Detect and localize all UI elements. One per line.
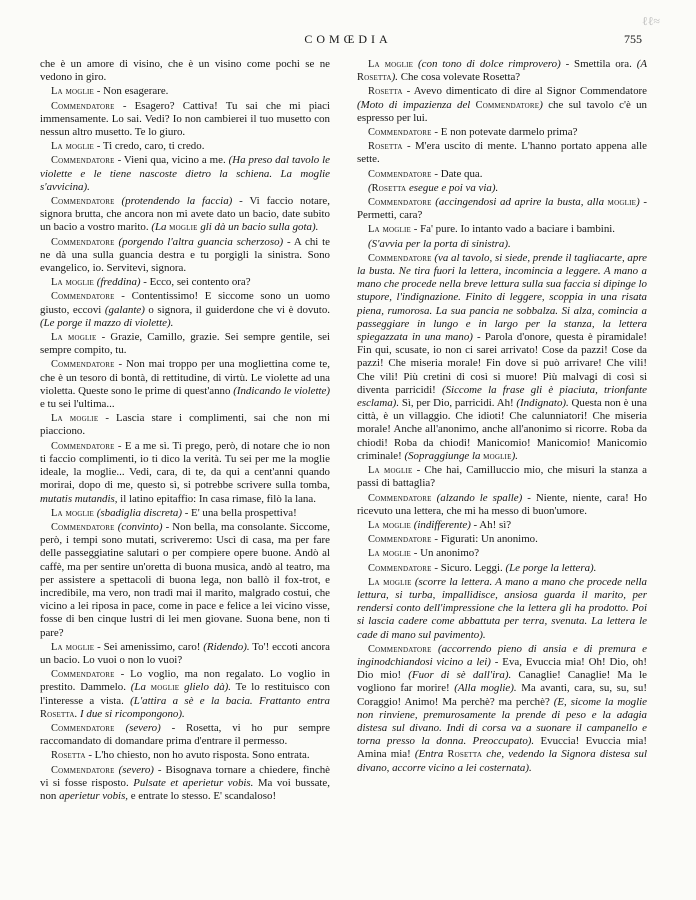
stage-direction: che, vedendo la Signora distesa sul divano, accorre vicino a lei costernata). [357, 748, 647, 774]
stage-direction: (Ridendo). [203, 640, 250, 653]
stage-direction: (severo) [125, 721, 161, 734]
dialogue-text: - Fa' pure. Io intanto vado a baciare i bambini. [411, 223, 616, 236]
stage-direction: (alzando le spalle) [436, 491, 523, 504]
dialogue-text: - Che hai, Camilluccio mio, che misuri la stanza a passi di battaglia? [357, 464, 647, 490]
text-paragraph [357, 196, 647, 222]
stage-direction: ). [511, 449, 518, 462]
text-paragraph [357, 464, 647, 490]
running-head: COMŒDIA [304, 32, 392, 46]
text-paragraph [357, 126, 647, 139]
stage-direction: (Fuor di sè dall'ira). [408, 669, 512, 682]
stage-direction: (freddina) [96, 276, 141, 289]
dialogue-text: - Sicuro. Leggi. [431, 561, 506, 574]
stage-direction: ) [636, 196, 640, 209]
text-paragraph [357, 223, 647, 236]
text-paragraph [40, 412, 330, 438]
dialogue-text: - A chi te ne dà una sulla guancia destra e tu porgigli la sinistra. Sono evangelico, io. Servitevi, signora. [40, 235, 330, 275]
speaker-name: La moglie [51, 507, 95, 519]
dialogue-text: - Smettila ora. [560, 58, 637, 70]
stage-direction: (convinto) [117, 520, 163, 533]
speaker-name: La moglie [368, 465, 413, 477]
stage-direction: mutatis mutandis, [40, 492, 118, 505]
dialogue-text: - Non mai troppo per una mogliettina come te, che è un tesoro di bontà, di rettitudine, di virtù. Le violette ad una violetta. Queste sono le prime di quest'anno [40, 358, 330, 397]
speaker-name: Rosetta [447, 749, 483, 761]
dialogue-text: - Lascia stare i complimenti, sai che non mi piacciono. [40, 412, 330, 438]
speaker-name: Commendatore [368, 127, 432, 139]
stage-direction: (indifferente) [413, 518, 471, 531]
stage-direction: (L'attira a sè e la bacia. Frattanto entra [130, 694, 330, 707]
speaker-name: Commendatore [368, 534, 432, 546]
stage-direction: (accorrendo pieno di ansia e di premura e inginodchiandosi vicino a lei) [357, 642, 647, 668]
text-paragraph [357, 643, 647, 775]
dialogue-text: - Rosetta, vi ho pur sempre raccomandato di domandare prima d'entrare il permesso. [40, 721, 330, 748]
stage-direction: (porgendo l'altra guancia scherzoso) [118, 235, 284, 248]
stage-direction: ) [539, 98, 543, 111]
dialogue-text: - M'era uscito di mente. L'hanno portato appena alle sette. [357, 140, 647, 166]
dialogue-text: o signora, il guiderdone che vi è dovuto. [144, 303, 330, 316]
speaker-name: Commendatore [475, 99, 540, 111]
dialogue-text: - Ah! sì? [470, 518, 512, 531]
speaker-name: Commendatore [368, 197, 432, 209]
speaker-name: Rosetta [371, 182, 407, 194]
dialogue-text: che è un amore di visino, che è un visino come pochi se ne vedono in giro. [40, 58, 330, 84]
stage-direction: (va al tavolo, si siede, prende il tagliacarte, apre la busta. Ne tira fuori la lettera, incomincia a leggere. A mano a mano che procede nella breve lettura sulla sua faccia si dipinge lo stupore, l'indignazione. Finito di leggere, scoppia in una risata piena, rumorosa. La sua pancia ne sobbalza. Si alza, comincia a passeggiare in lungo e in largo per la stanza, la lettera spiegazzata in una mano) [357, 251, 647, 344]
stage-direction: (Alla moglie). [454, 682, 517, 695]
text-paragraph [357, 85, 647, 125]
text-paragraph [357, 182, 647, 195]
page-header [0, 30, 696, 50]
text-paragraph [357, 58, 647, 84]
stage-direction: (A [636, 58, 647, 70]
speaker-name: Commendatore [51, 764, 115, 776]
stage-direction: (Ha preso dal tavolo le violette e le tiene nascoste dietro la schiena. La moglie s'avvicina). [40, 154, 330, 193]
dialogue-text: - Ti credo, caro, ti credo. [94, 140, 205, 153]
text-paragraph [40, 764, 330, 804]
text-paragraph [40, 100, 330, 140]
stage-direction: esegue e poi va via). [406, 181, 499, 194]
speaker-name: Commendatore [368, 562, 432, 574]
text-paragraph [40, 276, 330, 289]
speaker-name: La moglie [368, 224, 412, 236]
dialogue-text: e tu sei l'ultima... [40, 398, 115, 411]
dialogue-text: il latino epitaffio: In casa rimase, filò la lana. [117, 492, 316, 505]
speaker-name: La moglie [51, 413, 99, 425]
dialogue-text: che sul tavolo c'è un espresso per lui. [357, 98, 647, 124]
stage-direction: (La [130, 681, 151, 694]
text-paragraph [357, 168, 647, 181]
dialogue-text: Che cosa volevate Rosetta? [397, 71, 521, 84]
dialogue-text [115, 195, 122, 207]
dialogue-text: Te lo restituisco con l'interesse a vista. [40, 681, 330, 707]
speaker-name: moglie [150, 682, 180, 694]
dialogue-text: Questa non è una città, è un villaggio. Che idioti! Che calunniatori! Che miseria morale! Anche all'anonimo, anche all'anonimo si ricorre. Roba da chiodi! Roba da chiodi! Manicomio! Manicomio! Manicomio criminale! [357, 397, 647, 462]
dialogue-text: - Bisognava tornare a chiedere, finchè vi si fosse risposto. [40, 763, 330, 789]
dialogue-text: - Contentissimo! E siccome sono un uomo giusto, eccovi [40, 290, 330, 316]
speaker-name: Commendatore [51, 669, 115, 681]
dialogue-text: - Permetti, cara? [357, 196, 647, 222]
text-paragraph [40, 749, 330, 762]
text-paragraph [40, 521, 330, 640]
stage-direction: (La [151, 221, 170, 234]
speaker-name: moglie [169, 222, 198, 234]
speaker-name: Commendatore [51, 521, 115, 533]
stage-direction: (sbadiglia discreta) [96, 506, 182, 519]
speaker-name: Rosetta [368, 141, 403, 153]
dialogue-text: To'! eccoti ancora un bacio. Lo vuoi o non lo vuoi? [40, 640, 330, 666]
speaker-name: moglie [607, 197, 637, 209]
speaker-name: Rosetta [368, 86, 403, 98]
speaker-name: Commendatore [51, 359, 115, 371]
stage-direction: (galante) [104, 303, 145, 316]
dialogue-text: - Parola d'onore, questa è piramidale! Fin qui, scusate, io non ci sarei arrivato! Cose da pazzi! Cose da pazzi! Che miseria morale! Fin dove si può arrivare! Che vili! Che vili! Più cretini di così si muore! Più malvagi di così si diventa parricidi! [357, 331, 647, 396]
dialogue-text: - Ecco, sei contento ora? [140, 276, 251, 289]
speaker-name: La moglie [51, 641, 95, 653]
stage-direction: aperietur vobis, [59, 789, 129, 802]
stage-direction: (Moto di impazienza del [357, 98, 476, 111]
text-paragraph [40, 440, 330, 506]
dialogue-text: - Niente, niente, cara! Ho ricevuto una lettera, che mi ha messo di buon'umore. [357, 491, 647, 517]
text-paragraph [357, 238, 647, 251]
stage-direction: (Indignato). [516, 397, 569, 410]
text-paragraph [40, 641, 330, 667]
speaker-name: Commendatore [51, 440, 115, 452]
speaker-name: Commendatore [368, 168, 432, 180]
dialogue-text: - Grazie, Camillo, grazie. Sei sempre gentile, sei sempre compito, tu. [40, 331, 330, 357]
stage-direction: ( [368, 181, 372, 194]
text-paragraph [357, 519, 647, 532]
text-paragraph [357, 562, 647, 575]
stage-direction: Pulsate et aperietur vobis. [133, 776, 254, 789]
dialogue-text: - Figurati: Un anonimo. [431, 533, 538, 546]
dialogue-text: - Avevo dimenticato di dire al Signor Commendatore [402, 85, 647, 98]
speaker-name: La moglie [51, 332, 97, 344]
dialogue-text: - Esagero? Cattiva! Tu sai che mi piaci immensamente. Lo sai. Vedi? Io non cambierei il tuo musetto con nessun altro musetto. Te lo giuro. [40, 99, 330, 139]
dialogue-text: Canaglie! Canaglie! Ma le vogliono far morire! [357, 669, 647, 695]
speaker-name: Rosetta [40, 708, 75, 720]
speaker-name: Commendatore [51, 236, 115, 248]
dialogue-text: - Non esagerare. [94, 85, 169, 98]
stage-direction: (protendendo la faccia) [121, 195, 233, 208]
text-paragraph [40, 331, 330, 357]
page-number: 755 [624, 32, 642, 46]
dialogue-text: - L'ho chiesto, non ho avuto risposta. Sono entrata. [85, 749, 310, 762]
speaker-name: Rosetta [357, 72, 392, 84]
speaker-name: Commendatore [51, 722, 115, 734]
text-paragraph [40, 507, 330, 520]
left-text-column [40, 58, 330, 804]
stage-direction: (Entra [414, 748, 448, 761]
text-paragraph [40, 290, 330, 330]
stage-direction: (con tono di dolce rimprovero) [418, 58, 561, 70]
speaker-name: Commendatore [368, 643, 432, 655]
stage-direction: ). [391, 71, 398, 84]
speaker-name: moglie [483, 450, 512, 462]
stage-direction: (Sopraggiunge la [404, 449, 484, 462]
stage-direction: (S'avvia per la porta di sinistra). [368, 237, 511, 250]
text-paragraph [40, 154, 330, 194]
text-paragraph [40, 358, 330, 411]
speaker-name: Rosetta [51, 750, 86, 762]
text-paragraph [357, 252, 647, 463]
speaker-name: La moglie [368, 576, 412, 588]
dialogue-text: - Non bella, ma consolante. Siccome, però, i tempi sono mutati, scriveremo: Uscì di casa, ma per fare delle passeggiatine salutari o per compiere opere buone. Andò al caffè, ma per sentire un'oretta di buona musica, andò al teatro, ma per assistere a spettacoli di buona lega, non ballò il fox-trot, e incredibile, ma vero, non tradì mai il marito, malgrado costui, che vicino a lei riposa in pace, come in pace e felice a lei vicino visse, fosse di ben cinque lustri di lei men giovane. Suona bene, non ti pare? [40, 520, 330, 639]
stage-direction: (E, sicome la moglie non rinviene, premurosamente la prende di peso e la adagia distesa sul divano. Indi di corsa va a suonare il campanello e torna presso la donna. Preoccupato). [357, 695, 647, 748]
dialogue-text: - Lo voglio, ma non regalato. Lo voglio in prestito. Dammelo. [40, 668, 330, 694]
speaker-name: Commendatore [368, 252, 432, 264]
stage-direction: glielo dà). [179, 681, 231, 694]
text-paragraph [357, 140, 647, 166]
speaker-name: Commendatore [51, 155, 115, 167]
stage-direction: gli dà un bacio sulla gota). [197, 221, 319, 234]
speaker-name: La moglie [51, 86, 95, 98]
stage-direction: . I due si ricompongono). [74, 707, 185, 720]
text-paragraph [40, 58, 330, 84]
dialogue-text: - E non potevate darmelo prima? [431, 126, 578, 139]
stage-direction: (scorre la lettera. A mano a mano che procede nella lettura, si turba, impallidisce, ansiosa guarda il marito, per rendersi conto dell'impressione che la lettera gli ha prodotto. Poi si lascia cadere come abbattuta per terra, svenuta. La lettera le cade di mano sul pavimento). [357, 575, 647, 641]
text-paragraph [357, 533, 647, 546]
dialogue-text: e entrate lo stesso. E' scandaloso! [128, 789, 277, 802]
text-paragraph [40, 668, 330, 721]
text-paragraph [40, 236, 330, 276]
text-paragraph [40, 722, 330, 748]
speaker-name: La moglie [368, 548, 412, 560]
speaker-name: Commendatore [51, 196, 115, 208]
speaker-name: La moglie [368, 59, 414, 70]
text-paragraph [40, 140, 330, 153]
dialogue-text: - Vieni qua, vicino a me. [114, 154, 229, 167]
text-paragraph [357, 492, 647, 518]
dialogue-text: - Date qua. [431, 167, 483, 180]
speaker-name: Commendatore [368, 492, 432, 504]
text-paragraph [40, 195, 330, 235]
stage-direction: (severo) [118, 763, 154, 776]
right-text-column [357, 58, 647, 776]
stage-direction: (Siccome la frase gli è piaciuta, trionfante esclama). [357, 383, 647, 410]
speaker-name: La moglie [51, 277, 95, 289]
dialogue-text: - E' una bella prospettiva! [181, 506, 297, 519]
stage-direction: (Le porge il mazzo di violette). [40, 316, 174, 329]
dialogue-text: Evuccia! Evuccia mia! Amina mia! [357, 735, 647, 761]
stage-direction: (accingendosi ad aprire la busta, alla [435, 196, 608, 209]
pencil-annotation: ℓℓ≈ [641, 14, 660, 28]
dialogue-text: Ma voi bussate, non [40, 776, 330, 802]
dialogue-text [115, 722, 126, 734]
dialogue-text: - Vi faccio notare, signora brutta, che ancora non mi avete dato un bacio, date subito un bacio a vostro marito. [40, 195, 330, 234]
speaker-name: Commendatore [51, 100, 115, 112]
dialogue-text: Ma avanti, cara, su, su, su! Coraggio! Animo! Ma perchè? ma perchè? [357, 682, 647, 708]
stage-direction: (Indicando le violette) [233, 384, 330, 397]
speaker-name: La moglie [368, 519, 412, 531]
dialogue-text: - Sei amenissimo, caro! [94, 640, 204, 653]
dialogue-text: - Eva, Evuccia mia! Oh! Dio, oh! Dio mio! [357, 655, 647, 682]
text-paragraph [357, 576, 647, 642]
text-paragraph [40, 85, 330, 98]
speaker-name: Commendatore [51, 291, 115, 303]
dialogue-text: - E a me sì. Ti prego, però, di notare che io non ti faccio complimenti, io ti dico la verità. Tu sei per me la moglie ideale, la moglie... Vedi, cara, di te, da qui a cent'anni quando morirai, dopo di me, questo sì, si potrebbe scrivere sulla tomba, [40, 439, 330, 492]
dialogue-text: Sì, per Dio, parricidi. Ah! [399, 397, 517, 410]
stage-direction: (Le porge la lettera). [505, 561, 597, 574]
dialogue-text: - Un anonimo? [411, 547, 480, 560]
text-paragraph [357, 547, 647, 560]
speaker-name: La moglie [51, 141, 95, 153]
